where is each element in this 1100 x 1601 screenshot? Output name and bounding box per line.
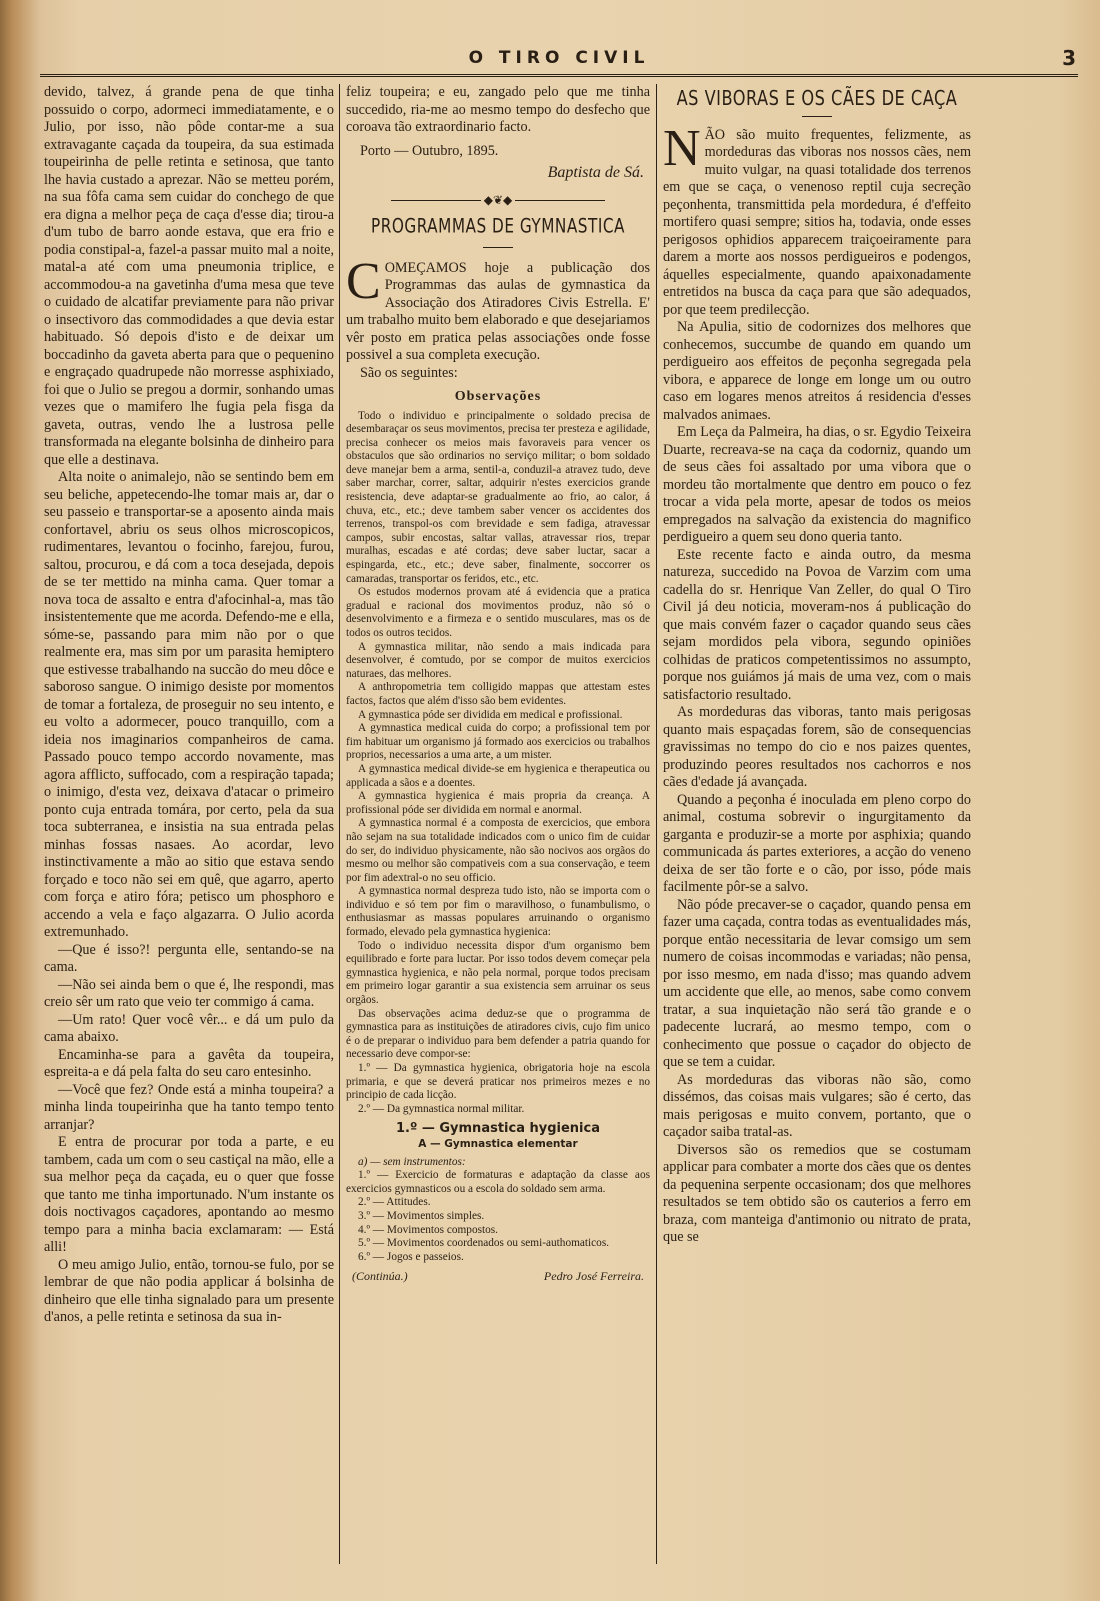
section-title: Observações [454, 389, 542, 404]
paragraph: —Não sei ainda bem o que é, lhe respondi, mas creio sêr um rato que veio ter commigo á cama. [44, 976, 334, 1010]
list-item: 6.º — Jogos e passeios. [358, 1250, 464, 1263]
paragraph: A anthropometria tem colligido mappas que attestam estes factos, factos que além d'isso são bem evidentes. [346, 681, 650, 707]
paragraph: Todo o individuo e principalmente o soldado precisa de desembaraçar os seus movimentos, precisa ter presteza e agilidade, precisa conhecer os meios mais favoraveis para vencer os obstaculos que são ordinarios no serviço militar; o bom soldado deve manejar bem a arma, sentil-a, conduzil-a atravez tudo, deve saber marchar, correr, saltar, adquirir n'estes exercicios grande resistencia, deve adaptar-se gradualmente ao frio, ao calor, á chuva, etc., etc.; deve tambem saber vencer os accidentes dos terrenos, transpol-os com brevidade e sem fadiga, atravessar campos, subir encostas, saltar vallas, atravessar rios, trepar muralhas, escadas e até cordas; deve saber luctar, sacar a espingarda, etc., etc.; deve saber, finalmente, soccorrer os camaradas, transportar os feridos, etc., etc. [346, 409, 650, 585]
paragraph: Na Apulia, sitio de codornizes dos melhores que conhecemos, succumbe de quando em quando um perdigueiro aos effeitos de peçonha segregada pela vibora, e apparece de longe em longe um ou outro caso em logares menos atreitos á residencia d'esses malvados animaes. [663, 319, 971, 423]
exercise-list [346, 1169, 650, 1264]
column-divider [339, 84, 340, 1564]
intro-paragraph [346, 252, 650, 365]
paragraph: 2.º — Da gymnastica normal militar. [358, 1102, 525, 1115]
list-item: 5.º — Movimentos coordenados ou semi-authomaticos. [358, 1237, 610, 1250]
paragraph: 1.º — Da gymnastica hygienica, obrigatoria hoje na escola primaria, e que se deverá praticar nos primeiros mezes e no principio de cada licção. [346, 1062, 650, 1102]
paragraph: Alta noite o animalejo, não se sentindo bem em seu beliche, appetecendo-lhe tomar mais ar, dar o seu passeio e transportar-se a aposento ainda mais confortavel, abriu os seus olhos microscopicos, rudimentares, levantou o focinho, farejou, furou, saltou, procurou, e dá com a toca desejada, depois de se ter mettido na minha cama. Quer tomar a nova toca de assalto e entra d'afocinhal-a, mas tão insistentemente que me acorda. Defendo-me e ella, sóme-se, passando para mim não por o que realmente era, mas sim por um parasita hemiptero que estivesse trabalhando na succão do meu dôce e saboroso sangue. O inimigo desiste por momentos de tomar a fortaleza, de proseguir no seu intento, e eu volto a adormecer, pouco tranquillo, com a ideia nos imaginarios companheiros de cama. Passado pouco tempo accordo novamente, mas agora afflicto, suffocado, com a respiração tapada; o inimigo, d'esta vez, deixava d'atacar o primeiro ponto cuja entrada tomára, por certo, pela da sua toca subterranea, e insistia na sua entrada pelas minhas fossas nasaes. Ao acordar, levo instinctivamente a mão ao sitio que estava sendo forçado e toco não sei em quê, que agarro, aperto com força e atiro fóra; petisco um phosphoro e accendo a vela e faço algazarra. O Julio acorda extremunhado. [44, 469, 334, 940]
paragraph: Das observações acima deduz-se que o programma de gymnastica para as instituições de atiradores civis, cujo fim unico é o de preparar o individuo para bem defender a patria quando for necessario deve compor-se: [346, 1007, 650, 1061]
paragraph: E entra de procurar por toda a parte, e eu tambem, cada um com o seu castiçal na mão, elle a sua melhor peça da caçada, eu o quer que fosse que tanto me tinha importunado. N'um instante os dois noctivagos caçadores, apontando ao mesmo tempo para a minha bacia exclamaram: — Está alli! [44, 1134, 334, 1255]
observations-text [346, 410, 650, 1284]
page-number: 3 [1062, 46, 1076, 70]
ornamental-divider: ◆❦◆ [346, 192, 650, 210]
drop-cap: C [346, 252, 381, 310]
article-footer [346, 1270, 650, 1284]
paragraph: A gymnastica normal despreza tudo isto, não se importa com o individuo e só tem por fim o maravilhoso, o funambulismo, o enthusiasmar as massas populares arruinando o organismo formado, elevado pela gymnastica hygienica: [346, 885, 650, 939]
place-date: Porto — Outubro, 1895. [360, 142, 499, 159]
paragraph: —Você que fez? Onde está a minha toupeira? a minha linda toupeirinha que ha tanto tempo tento arranjar? [44, 1081, 334, 1133]
column-divider [656, 84, 657, 1564]
drop-cap: N [663, 119, 701, 177]
subsection-subtitle: A — Gymnastica elementar [418, 1137, 578, 1150]
paragraph: —Um rato! Quer você vêr... e dá um pulo da cama abaixo. [44, 1011, 334, 1045]
paragraph: Todo o individuo necessita dispor d'um organismo bem equilibrado e forte para luctar. Por isso todos devem começar pela gymnastica hygienica, e não pela normal, porque todos precisam em primeiro logar garantir a sua existencia sem arruinar os seus orgãos. [346, 939, 650, 1007]
author-signature: Pedro José Ferreira. [543, 1269, 644, 1284]
paragraph: A gymnastica hygienica é mais propria da creança. A profissional póde ser dividida em normal e anormal. [346, 790, 650, 816]
paragraph: Em Leça da Palmeira, ha dias, o sr. Egydio Teixeira Duarte, recreava-se na caça da codorniz, quando um de seus cães foi assaltado por uma vibora que o mordeu tão mortalmente que dentro em pouco o fez trocar a vida pela morte, apesar de todos os meios empregados na salvação da existencia do magnifico perdigueiro a quem seu dono queria tanto. [663, 424, 971, 545]
intro-text: ÃO são muito frequentes, felizmente, as mordeduras das viboras nos nossos cães, nem muito vulgar, na quasi totalidade dos terrenos em que se caça, o venenoso reptil cuja secreção peçonhenta, transmittida pela mordedura, é d'effeito mortifero quasi sempre; sitios ha, todavia, onde esses perigosos ophidios apparecem traiçoeiramente para darem a morte aos nossos perdigueiros e podengos, áquelles especialmente, quando apaixonadamente entretidos na busca da caça para que são adequados, por que teem predilecção. [663, 126, 971, 318]
list-item: 1.º — Exercicio de formaturas e adaptação da classe aos exercicios gymnasticos ou a escola do soldado sem arma. [346, 1169, 650, 1195]
paragraph: A gymnastica normal é a composta de exercicios, que embora não sejam na sua totalidade indicados com o unico fim de cuidar do ser, do individuo physicamente, não são nocivos aos orgãos do mesmo ou melhor são compativeis com a sua conservação, e teem por fim adextral-o no seu officio. [346, 817, 650, 884]
list-heading: a) — sem instrumentos: [358, 1155, 466, 1168]
paragraph: Diversos são os remedios que se costumam applicar para combater a morte dos cães que os dentes da pequenina serpente occasionam; dos que melhores resultados se tem obtido são os cauterios a ferro em braza, com manteiga d'antimonio ou nitrato de prata, que se [663, 1141, 971, 1245]
title-rule [802, 116, 832, 117]
paragraph: O meu amigo Julio, então, tornou-se fulo, por se lembrar de que não podia applicar á bolsinha de dinheiro que elle tinha signalado para um presente d'anos, a pelle retinta e setinosa da sua in- [44, 1256, 334, 1325]
author-signature: Baptista de Sá. [547, 164, 644, 181]
intro-text: OMEÇAMOS hoje a publicação dos Programmas das aulas de gymnastica da Associação dos Atiradores Civis Estrella. E' um trabalho muito bem elaborado e que desejariamos vêr posto em pratica pelas associações onde fosse possivel a sua completa execução. [346, 259, 650, 363]
paragraph: devido, talvez, á grande pena de que tinha possuido o corpo, adormeci immediatamente, e o Julio, por isso, não pôde contar-me a sua extravagante caçada da toupeira, da sua estimada toupeirinha de pelle retinta e setinosa, que tanto lhe havia custado a aprezar. Não se metteu porém, na sua fôfa cama sem cuidar do conchego de que era digna a melhor peça de caça d'esse dia; tirou-a d'um tubo de barro aonde estava, que era frio e podia constipal-a, fazel-a passar muito mal a noite, matal-a até com uma pneumonia triplice, e accommodou-a na gavetinha d'uma mesa que teve o cuidado de alcatifar previamente para não privar o insectivoro das commodidades a que devia estar habituado. Só depois d'isto e de deixar um boccadinho da gaveta aberta para que o pequenino e engraçado quadrupede não morresse asphixiado, foi que o Julio se pregou a dormir, sonhando umas vezes que o mamifero lhe fugia pela fisga da gaveta, outras, vendo lhe a lustrosa pelle transformada na elegante bolsinha de dinheiro para que elle a destinava. [44, 84, 334, 468]
article-title: AS VIBORAS E OS CÃES DE CAÇA [676, 86, 958, 111]
paragraph: As mordeduras das viboras, tanto mais perigosas quanto mais espaçadas forem, são de consequencias gravissimas no tempo do cio e nos paizes quentes, produzindo peores resultados nos cachorros e nos cães d'edade já avançada. [663, 704, 971, 790]
list-item: 4.º — Movimentos compostos. [358, 1223, 499, 1236]
paragraph: Os estudos modernos provam até á evidencia que a pratica gradual e racional dos movimentos produz, não só o desenvolvimento e a firmeza e o sentido musculares, mas os de todos os outros tecidos. [346, 586, 650, 639]
article-title: PROGRAMMAS DE GYMNASTICA [371, 215, 625, 239]
paragraph: A gymnastica militar, não sendo a mais indicada para desenvolver, é comtudo, por se compor de muitos exercicios naturaes, das melhores. [346, 640, 650, 680]
continued-note: (Continúa.) [352, 1269, 408, 1284]
paragraph: feliz toupeira; e eu, zangado pelo que me tinha succedido, ria-me ao mesmo tempo do desfecho que coroava tão extraordinario facto. [346, 84, 650, 135]
paragraph: São os seguintes: [360, 364, 458, 381]
column-1 [44, 84, 334, 1564]
intro-paragraph [663, 119, 971, 320]
paragraph: Este recente facto e ainda outro, da mesma natureza, succedido na Povoa de Varzim com uma cadella do sr. Henrique Van Zeller, do qual O Tiro Civil já deu noticia, moveram-nos á publicação do que mais convém fazer o caçador quando seus cães sejam mordidos pela vibora, segundo opiniões colhidas de praticos competentissimos no assumpto, porque nos guiámos já mais de uma vez, com o mais satisfactorio resultado. [663, 546, 971, 703]
list-item: 2.º — Attitudes. [358, 1196, 431, 1209]
paragraph: Não póde precaver-se o caçador, quando pensa em fazer uma caçada, contra todas as eventualidades más, porque então necessitaria de levar comsigo um sem numero de coisas incommodas e variadas; não pensa, por isso mesmo, em nada d'isso; mas quando advem um accidente que elle, ao menos, sabe como convem tratar, a sua inquietação não será tão grande e o padecente lucrará, ao mesmo tempo, com o conhecimento que possue o caçador do objecto de que se tem a cuidar. [663, 896, 971, 1070]
paragraph: —Que é isso?! pergunta elle, sentando-se na cama. [44, 941, 334, 975]
paragraph: As mordeduras das viboras não são, como dissémos, das coisas mais vulgares; são é certo, das mais perigosas e muito convem, portanto, que o caçador saiba tratal-as. [663, 1071, 971, 1140]
paragraph: Encaminha-se para a gavêta da toupeira, espreita-a e dá pela falta do seu caro entesinho. [44, 1046, 334, 1080]
paragraph: A gymnastica medical divide-se em hygienica e therapeutica ou applicada a sãos e a doentes. [346, 762, 650, 789]
paragraph: A gymnastica póde ser dividida em medical e profissional. [358, 708, 623, 721]
subsection-title: 1.º — Gymnastica hygienica [396, 1121, 600, 1137]
paragraph: A gymnastica medical cuida do corpo; a profissional tem por fim habituar um organismo já formado aos exercicios ou trabalhos proprios, necessarios a uma arte, a um mister. [346, 722, 650, 762]
column-2 [346, 84, 650, 1574]
paragraph: Quando a peçonha é inoculada em pleno corpo do animal, costuma sobrevir o ingurgitamento da garganta e produzir-se a morte por asphixia; quando communicada ás partes exteriores, a acção do veneno deixa de ser tão forte e o cão, por isso, póde mais facilmente pôr-se a salvo. [663, 791, 971, 895]
title-rule [483, 247, 513, 248]
page-header [40, 44, 1078, 77]
newspaper-title: O TIRO CIVIL [468, 48, 650, 68]
list-item: 3.º — Movimentos simples. [358, 1209, 485, 1222]
column-3 [663, 84, 971, 1574]
